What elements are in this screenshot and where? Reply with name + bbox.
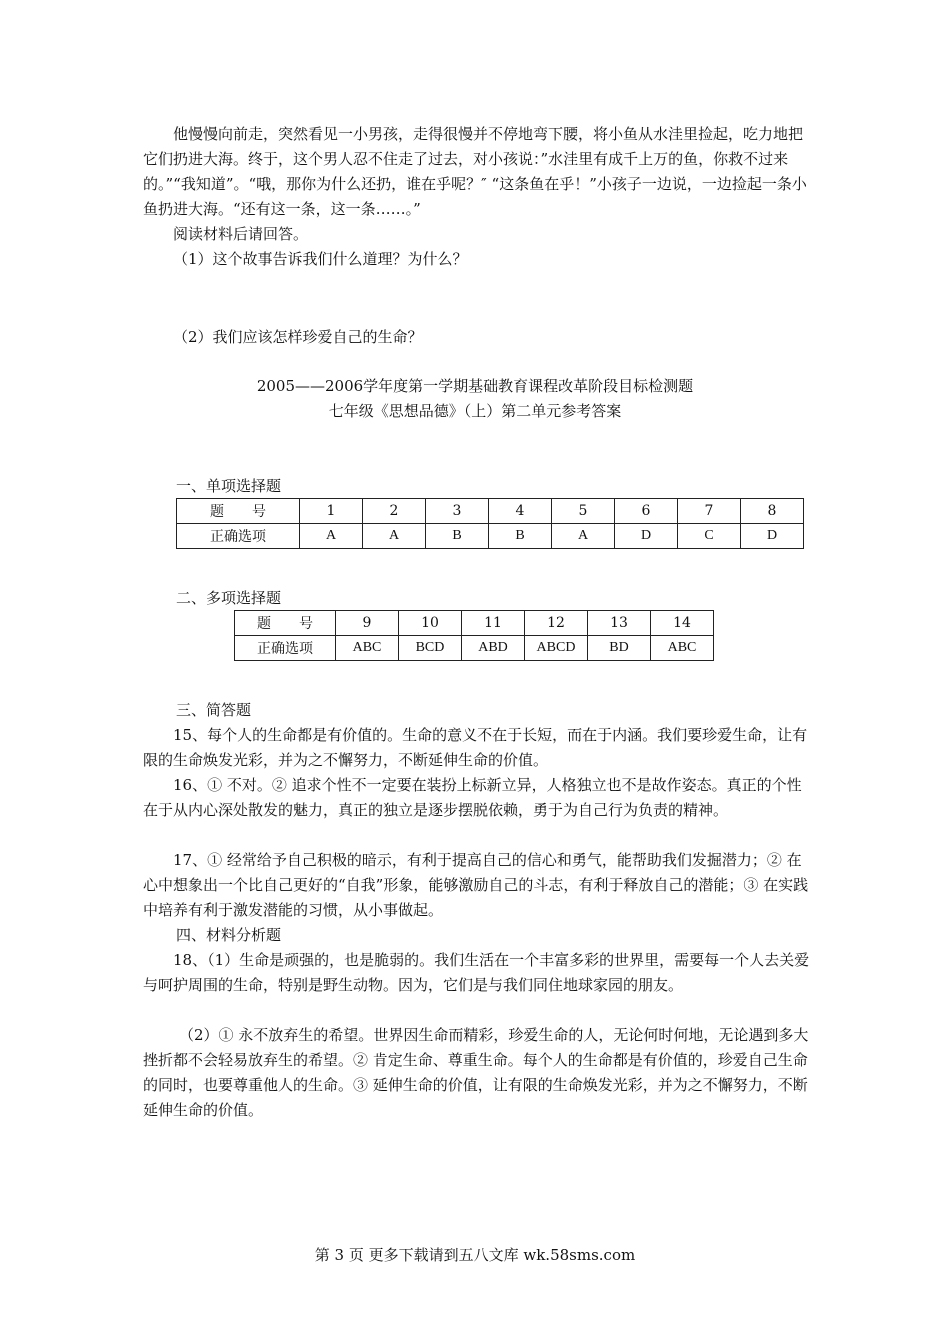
section4-heading: 四、材料分析题 bbox=[176, 926, 282, 944]
question-number: 10 bbox=[399, 611, 462, 636]
answer-16: 16、① 不对。② 追求个性不一定要在装扮上标新立异，人格独立也不是故作姿态。真正的个性在于从内心深处散发的魅力，真正的独立是逐步摆脱依赖，勇于为自己行为负责的精神。 bbox=[143, 776, 802, 819]
answer-cell: B bbox=[489, 524, 552, 549]
single-choice-table bbox=[176, 498, 804, 549]
question-number: 11 bbox=[462, 611, 525, 636]
answer-key-subtitle: 七年级《思想品德》（上）第二单元参考答案 bbox=[328, 402, 622, 420]
table-row bbox=[177, 524, 804, 549]
answer-18-part1: 18、（1）生命是顽强的，也是脆弱的。我们生活在一个丰富多彩的世界里，需要每一个人去关爱与呵护周围的生命，特别是野生动物。因为，它们是与我们同住地球家园的朋友。 bbox=[143, 951, 810, 994]
answer-cell: BD bbox=[588, 636, 651, 661]
question-number: 1 bbox=[300, 499, 363, 524]
question-2: （2）我们应该怎样珍爱自己的生命？ bbox=[173, 328, 423, 346]
question-1: （1）这个故事告诉我们什么道理？为什么？ bbox=[173, 250, 468, 268]
answer-15: 15、每个人的生命都是有价值的。生命的意义不在于长短，而在于内涵。我们要珍爱生命，让有限的生命焕发光彩，并为之不懈努力，不断延伸生命的价值。 bbox=[143, 726, 808, 769]
answer-key-title: 2005——2006学年度第一学期基础教育课程改革阶段目标检测题 bbox=[256, 377, 694, 395]
answer-cell: B bbox=[426, 524, 489, 549]
table-row bbox=[235, 611, 714, 636]
answer-cell: ABC bbox=[336, 636, 399, 661]
answer-cell: D bbox=[741, 524, 804, 549]
page-footer: 第 3 页 更多下载请到五八文库 wk.58sms.com bbox=[314, 1246, 636, 1264]
row-label: 题 号 bbox=[235, 611, 336, 636]
question-number: 4 bbox=[489, 499, 552, 524]
question-number: 5 bbox=[552, 499, 615, 524]
row-label: 正确选项 bbox=[177, 524, 300, 549]
answer-cell: C bbox=[678, 524, 741, 549]
row-label: 题 号 bbox=[177, 499, 300, 524]
question-number: 13 bbox=[588, 611, 651, 636]
question-number: 7 bbox=[678, 499, 741, 524]
answer-17: 17、① 经常给予自己积极的暗示，有利于提高自己的信心和勇气，能帮助我们发掘潜力；② 在心中想象出一个比自己更好的“自我”形象，能够激励自己的斗志，有利于释放自己的潜能；③ 在实践中培养有利于激发潜能的习惯，从小事做起。 bbox=[143, 851, 809, 919]
answer-cell: D bbox=[615, 524, 678, 549]
question-number: 12 bbox=[525, 611, 588, 636]
table-row bbox=[177, 499, 804, 524]
answer-18-part2: （2）① 永不放弃生的希望。世界因生命而精彩，珍爱生命的人，无论何时何地，无论遇到多大挫折都不会轻易放弃生的希望。② 肯定生命、尊重生命。每个人的生命都是有价值的，珍爱自己生命的同时，也要尊重他人的生命。③ 延伸生命的价值，让有限的生命焕发光彩，并为之不懈努力，不断延伸生命的价值。 bbox=[143, 1026, 809, 1119]
answer-cell: A bbox=[552, 524, 615, 549]
table-row bbox=[235, 636, 714, 661]
question-number: 2 bbox=[363, 499, 426, 524]
section2-heading: 二、多项选择题 bbox=[176, 589, 282, 607]
row-label: 正确选项 bbox=[235, 636, 336, 661]
question-number: 6 bbox=[615, 499, 678, 524]
answer-cell: A bbox=[363, 524, 426, 549]
question-number: 3 bbox=[426, 499, 489, 524]
question-number: 8 bbox=[741, 499, 804, 524]
answer-cell: ABC bbox=[651, 636, 714, 661]
story-paragraph: 他慢慢向前走，突然看见一小男孩，走得很慢并不停地弯下腰，将小鱼从水洼里捡起，吃力地把它们扔进大海。终于，这个男人忍不住走了过去，对小孩说：”水洼里有成千上万的鱼，你救不过来的。”“我知道”。“哦，那你为什么还扔，谁在乎呢？″ “这条鱼在乎！”小孩子一边说，一边捡起一条小鱼扔进大海。“还有这一条，这一条……。” bbox=[143, 125, 807, 218]
answer-cell: ABCD bbox=[525, 636, 588, 661]
answer-cell: ABD bbox=[462, 636, 525, 661]
section3-heading: 三、简答题 bbox=[176, 701, 252, 719]
question-number: 9 bbox=[336, 611, 399, 636]
question-number: 14 bbox=[651, 611, 714, 636]
answer-cell: A bbox=[300, 524, 363, 549]
answer-cell: BCD bbox=[399, 636, 462, 661]
multi-choice-table bbox=[234, 610, 714, 661]
instruction-text: 阅读材料后请回答。 bbox=[173, 225, 309, 243]
section1-heading: 一、单项选择题 bbox=[176, 477, 282, 495]
